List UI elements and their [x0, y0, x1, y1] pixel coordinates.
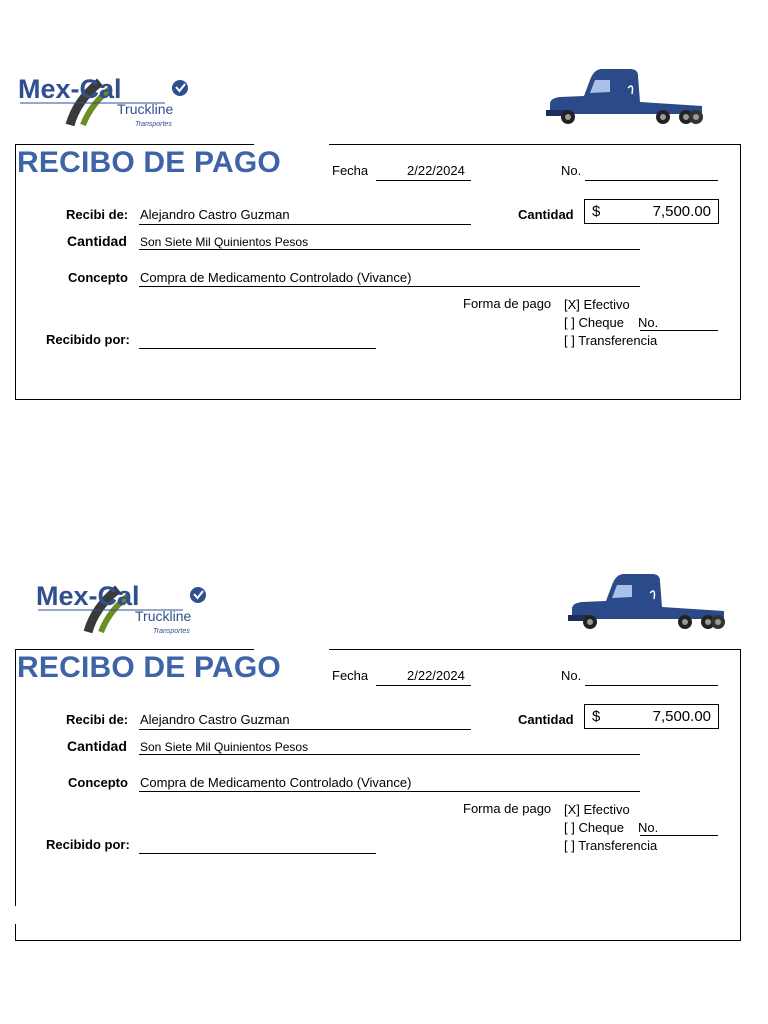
- forma-pago-label: Forma de pago: [463, 801, 552, 816]
- fecha-line: [376, 685, 471, 686]
- cantidad-label: Cantidad: [518, 712, 574, 727]
- concepto-line: [139, 791, 640, 792]
- logo-sub: Truckline: [135, 608, 192, 624]
- fecha-line: [376, 180, 471, 181]
- logo-sub: Truckline: [117, 101, 174, 117]
- cantidad-label: Cantidad: [518, 207, 574, 222]
- recibido-por-label: Recibido por:: [46, 332, 130, 347]
- transferencia-option[interactable]: [ ] Transferencia: [564, 838, 658, 853]
- logo-brand: Mex-Cal: [18, 74, 122, 104]
- cantidad-letra-line: [139, 249, 640, 250]
- fecha-label: Fecha: [332, 668, 369, 683]
- cheque-option[interactable]: [ ] Cheque: [564, 820, 624, 835]
- fecha-value[interactable]: 2/22/2024: [407, 163, 465, 178]
- amount-value: 7,500.00: [652, 203, 711, 220]
- no-label: No.: [561, 163, 582, 178]
- recibi-label: Recibi de:: [66, 712, 129, 727]
- currency-symbol: $: [592, 203, 601, 220]
- cheque-no-line[interactable]: [640, 835, 718, 836]
- cheque-no-label: No.: [638, 315, 659, 330]
- logo-tag: Transportes: [135, 121, 172, 128]
- cantidad-letra-label: Cantidad: [67, 738, 127, 754]
- no-label: No.: [561, 668, 582, 683]
- no-line[interactable]: [585, 180, 718, 181]
- cantidad-letra-value[interactable]: Son Siete Mil Quinientos Pesos: [140, 740, 309, 754]
- cheque-no-label: No.: [638, 820, 659, 835]
- mexcal-logo: [15, 70, 205, 130]
- cantidad-letra-label: Cantidad: [67, 233, 127, 249]
- concepto-value[interactable]: Compra de Medicamento Controlado (Vivance): [140, 775, 412, 790]
- recibi-label: Recibi de:: [66, 207, 129, 222]
- cantidad-letra-value[interactable]: Son Siete Mil Quinientos Pesos: [140, 235, 309, 249]
- cantidad-letra-line: [139, 754, 640, 755]
- no-line[interactable]: [585, 685, 718, 686]
- concepto-value[interactable]: Compra de Medicamento Controlado (Vivance): [140, 270, 412, 285]
- receipt-title: RECIBO DE PAGO: [17, 651, 281, 684]
- amount-value: 7,500.00: [652, 708, 711, 725]
- recibido-por-line[interactable]: [139, 348, 376, 349]
- recibido-por-line[interactable]: [139, 853, 376, 854]
- receipt-frame: [15, 649, 741, 941]
- concepto-line: [139, 286, 640, 287]
- cheque-option[interactable]: [ ] Cheque: [564, 315, 624, 330]
- receipt-title: RECIBO DE PAGO: [17, 146, 281, 179]
- concepto-label: Concepto: [68, 270, 128, 285]
- transferencia-option[interactable]: [ ] Transferencia: [564, 333, 658, 348]
- cheque-no-line[interactable]: [640, 330, 718, 331]
- forma-pago-label: Forma de pago: [463, 296, 552, 311]
- currency-symbol: $: [592, 708, 601, 725]
- recibi-value[interactable]: Alejandro Castro Guzman: [140, 207, 290, 222]
- receipt-2: [0, 565, 768, 965]
- recibi-line: [139, 729, 471, 730]
- efectivo-option[interactable]: [X] Efectivo: [564, 297, 630, 312]
- recibi-value[interactable]: Alejandro Castro Guzman: [140, 712, 290, 727]
- concepto-label: Concepto: [68, 775, 128, 790]
- truck-image: [540, 66, 710, 128]
- recibi-line: [139, 224, 471, 225]
- amount-box[interactable]: [584, 704, 719, 729]
- logo-tag: Transportes: [153, 628, 190, 635]
- mexcal-logo: [33, 577, 223, 637]
- fecha-label: Fecha: [332, 163, 369, 178]
- recibido-por-label: Recibido por:: [46, 837, 130, 852]
- fecha-value[interactable]: 2/22/2024: [407, 668, 465, 683]
- amount-box[interactable]: [584, 199, 719, 224]
- truck-image: [562, 571, 732, 633]
- efectivo-option[interactable]: [X] Efectivo: [564, 802, 630, 817]
- receipt-frame: [15, 144, 741, 400]
- receipt-1: [0, 60, 768, 460]
- logo-brand: Mex-Cal: [36, 581, 140, 611]
